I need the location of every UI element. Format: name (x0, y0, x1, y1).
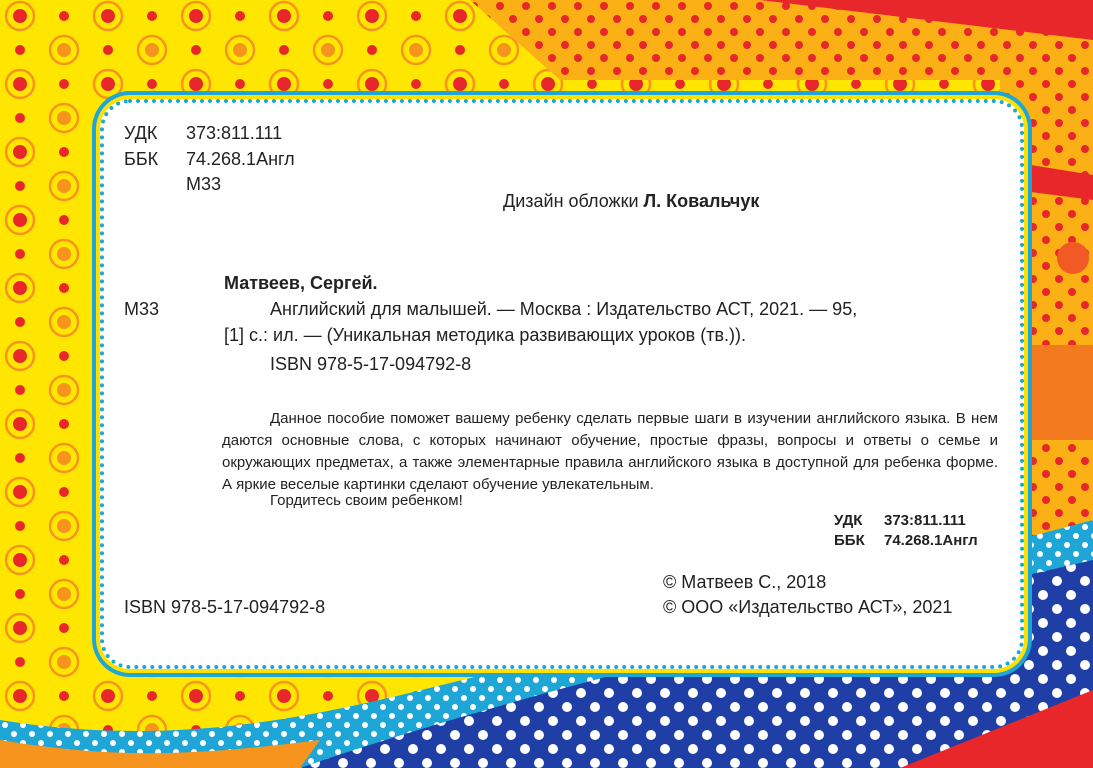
cover-design-credit (503, 190, 759, 212)
udk-bottom-label: УДК (834, 512, 863, 529)
footer-isbn: ISBN 978-5-17-094792-8 (124, 597, 326, 617)
bibliography-author: Матвеев, Сергей. (224, 273, 378, 293)
author-mark: М33 (186, 174, 222, 194)
copyright-publisher: © ООО «Издательство АСТ», 2021 (663, 597, 953, 617)
bibliography-line-2: [1] с.: ил. — (Уникальная методика развивающих уроков (тв.)). (224, 325, 747, 345)
annotation-last-line: Гордитесь своим ребенком! (270, 492, 463, 509)
imprint-card (100, 99, 1024, 669)
bibliography-author-mark: М33 (124, 299, 160, 319)
cover-design-label: Дизайн обложки (503, 191, 639, 211)
copyright-author: © Матвеев С., 2018 (663, 572, 827, 592)
bibliography-isbn: ISBN 978-5-17-094792-8 (270, 354, 472, 374)
annotation-text: Данное пособие поможет вашему ребенку сделать первые шаги в изучении английского языка. В нем даются основные слова, с которых начинают обучение, простые фразы, вопросы и ответы о семье и окружающих предметах, а также элементарные правила английского языка в доступной для ребенка форме. А яркие веселые картинки сделают обучение увлекательным. (222, 410, 998, 493)
bbk-bottom-value: 74.268.1Англ (884, 532, 978, 549)
bbk-label: ББК (124, 149, 159, 169)
bbk-bottom-label: ББК (834, 532, 865, 549)
udk-value: 373:811.111 (186, 123, 283, 143)
udk-label: УДК (124, 123, 158, 143)
udk-bottom-value: 373:811.111 (884, 512, 966, 529)
bibliography-line-1: Английский для малышей. — Москва : Издательство АСТ, 2021. — 95, (270, 299, 858, 319)
cover-design-name: Л. Ковальчук (643, 191, 760, 211)
bbk-value: 74.268.1Англ (186, 149, 295, 169)
